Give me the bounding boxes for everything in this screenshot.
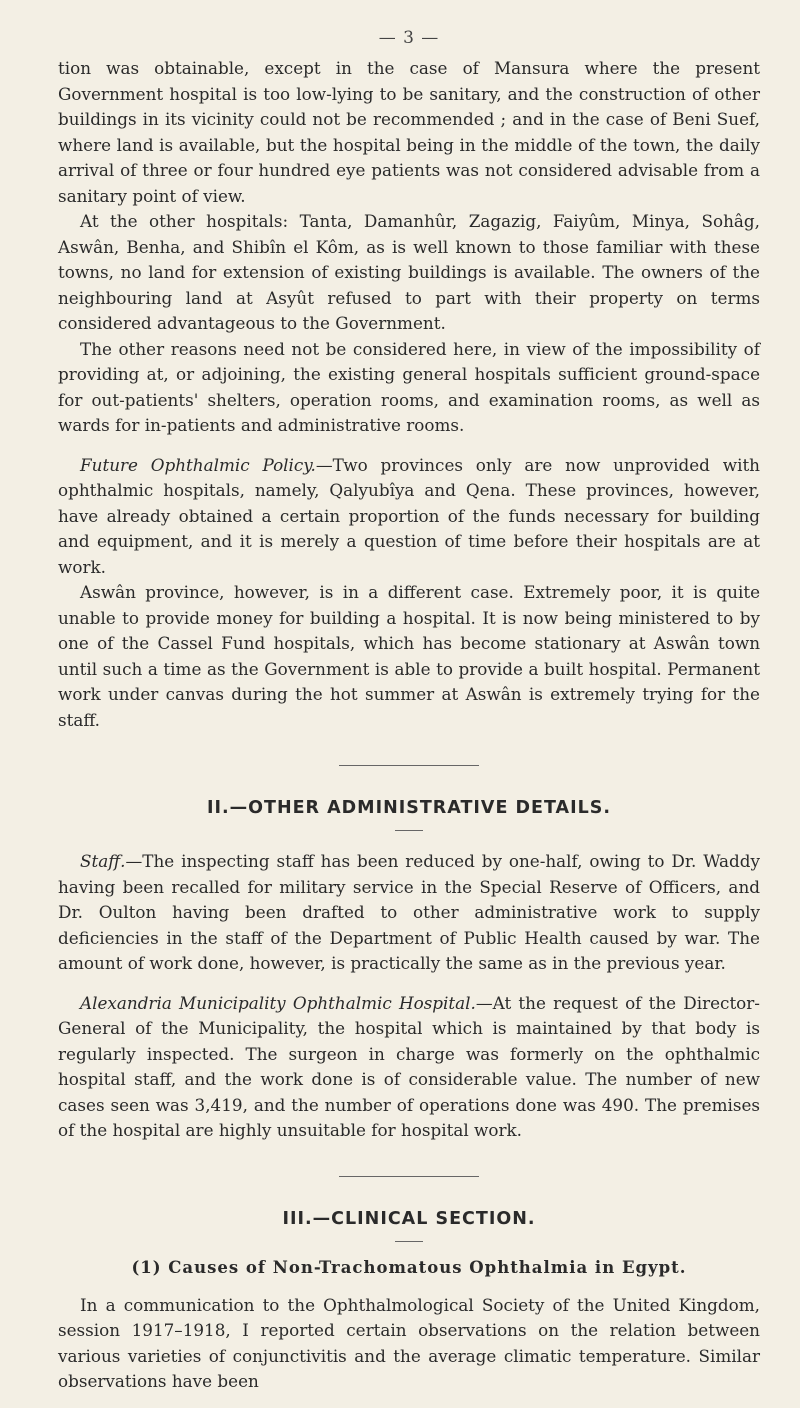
alexandria-lead: Alexandria Municipality Ophthalmic Hospital.	[80, 992, 476, 1013]
paragraph-other-hospitals: At the other hospitals: Tanta, Damanhûr, Zagazig, Faiyûm, Minya, Sohâg, Aswân, Benha, and Shibîn el Kôm, as is well known to those familiar with these towns, no land for extension of existing buildings is available. The owners of the neighbouring land at Asyût refused to part with their property on terms considered advantageous to the Government.	[58, 211, 760, 333]
staff-lead: Staff.	[80, 851, 126, 871]
alexandria-text: —At the request of the Director-General of the Municipality, the hospital which is maintained by that body is regularly inspected. The surgeon in charge was formerly on the ophthalmic hospital staff, and the work done is of considerable value. The number of new cases seen was 3,419, and the number of operations done was 490. The premises of the hospital are highly unsuitable for hospital work.	[58, 992, 760, 1140]
paragraph-continuation: tion was obtainable, except in the case of Mansura where the present Government hospital is too low-lying to be sanitary, and the construction of other buildings in its vicinity could not be recommended ; and in the case of Beni Suef, where land is available, but the hospital being in the middle of the town, the daily arrival of three or four hundred eye patients was not considered advisable from a sanitary point of view.	[58, 58, 760, 206]
divider	[339, 765, 479, 766]
paragraph-aswan: Aswân province, however, is in a different case. Extremely poor, it is quite unable to provide money for building a hospital. It is now being ministered to by one of the Cassel Fund hospitals, which has become stationary at Aswân town until such a time as the Government is able to provide a built hospital. Permanent work under canvas during the hot summer at Aswân is extremely trying for the staff.	[58, 582, 760, 730]
subheading-causes: (1) Causes of Non-Trachomatous Ophthalmia in Egypt.	[131, 1257, 687, 1277]
divider-short	[395, 1241, 423, 1242]
divider-short	[395, 830, 423, 831]
paragraph-other-reasons: The other reasons need not be considered here, in view of the impossibility of providing at, or adjoining, the existing general hospitals sufficient ground-space for out-patients' shelters, operation rooms, and examination rooms, as well as wards for in-patients and administrative rooms.	[58, 338, 760, 435]
staff-text: —The inspecting staff has been reduced by one-half, owing to Dr. Waddy having been recalled for military service in the Special Reserve of Officers, and Dr. Oulton having been drafted to other administrative work to supply deficiencies in the staff of the Department of Public Health caused by war. The amount of work done, however, is practically the same as in the previous year.	[58, 851, 760, 973]
paragraph-clinical: In a communication to the Ophthalmological Society of the United Kingdom, session 1917–1918, I reported certain observations on the relation between various varieties of conjunctivitis and the average climatic temperature. Similar observations have been	[58, 1294, 760, 1391]
paragraph-staff	[58, 849, 760, 977]
divider	[339, 1176, 479, 1177]
future-policy-lead: Future Ophthalmic Policy.	[80, 454, 316, 475]
paragraph-future-policy	[58, 453, 760, 581]
section-heading-administrative: II.—OTHER ADMINISTRATIVE DETAILS.	[206, 798, 612, 818]
page-number: — 3 —	[378, 28, 440, 48]
future-policy-text: —Two provinces only are now unprovided with ophthalmic hospitals, namely, Qalyubîya and Qena. These provinces, however, have already obtained a certain proportion of the funds necessary for building and equipment, and it is merely a question of time before their hospitals are at work.	[58, 454, 760, 577]
section-heading-clinical: III.—CLINICAL SECTION.	[282, 1208, 536, 1229]
paragraph-alexandria	[58, 991, 760, 1144]
